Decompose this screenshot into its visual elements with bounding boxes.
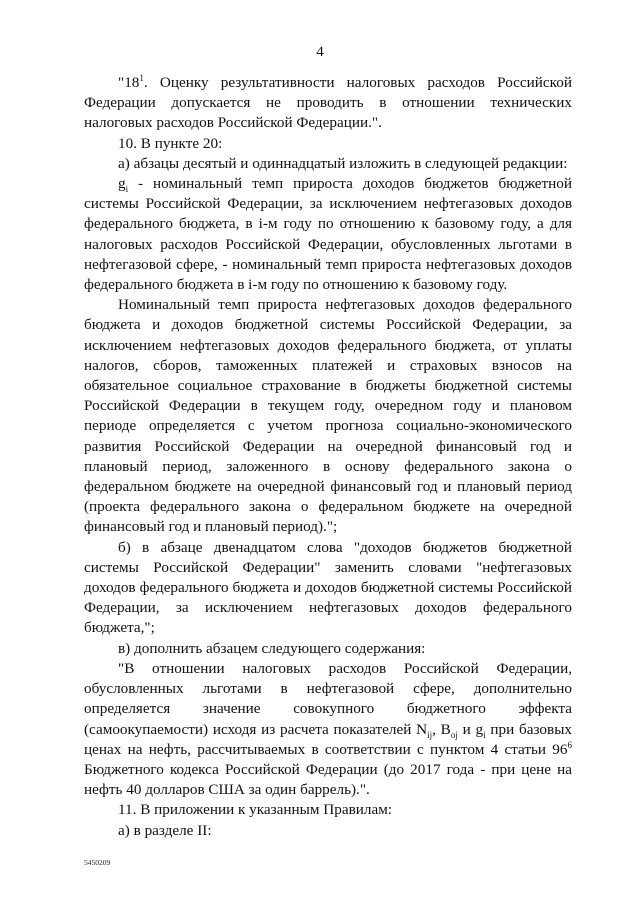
paragraph-subitem-a: а) абзацы десятый и одиннадцатый изложить в следующей редакции: <box>118 154 568 172</box>
document-code: 5450209 <box>84 858 111 867</box>
subscript: ij <box>427 729 433 740</box>
paragraph-subitem-b: б) в абзаце двенадцатом слова "доходов бюджетов бюджетной системы Российской Федерации" заменить словами "нефтегазовых доходов федерального бюджета и доходов бюджетной системы Российской Федерации, за исключением нефтегазовых доходов федерального бюджета,"; <box>84 538 572 637</box>
text-run: , B <box>432 720 451 738</box>
superscript: 6 <box>567 739 572 750</box>
paragraph-budget-effect <box>84 659 572 800</box>
subscript: i <box>483 729 486 740</box>
superscript: 1 <box>139 72 144 83</box>
text-run: и g <box>457 720 484 738</box>
text-run: g <box>118 175 126 193</box>
subscript: oj <box>450 729 458 740</box>
document-body <box>84 73 572 841</box>
page-number: 4 <box>316 44 324 60</box>
paragraph-gi-definition <box>84 174 572 295</box>
subscript: i <box>125 184 129 195</box>
paragraph-subitem-v: в) дополнить абзацем следующего содержания: <box>118 639 426 657</box>
text-run: Бюджетного кодекса Российской Федерации (до 2017 года - при цене на нефть 40 долларов США за один баррель).". <box>84 760 572 799</box>
text-run: "18 <box>118 74 140 91</box>
text-run: - номинальный темп прироста доходов бюджетов бюджетной системы Российской Федерации, за исключением нефтегазовых доходов федерального бюджета, в i-м году по отношению к базовому году, а для налоговых расходов Российской Федерации, обусловленных льготами в нефтегазовой сфере, - номинальный темп прироста нефтегазовых доходов федерального бюджета в i-м году по отношению к базовому году. <box>84 175 572 294</box>
paragraph-growth-rate: Номинальный темп прироста нефтегазовых доходов федерального бюджета и доходов бюджетной системы Российской Федерации, за исключением нефтегазовых доходов федерального бюджета, от уплаты налогов, сборов, таможенных платежей и страховых взносов на обязательное социальное страхование в бюджеты бюджетной системы Российской Федерации в текущем году, очередном году и плановом периоде определяется с учетом прогноза социально-экономического развития Российской Федерации на очередной финансовый год и плановый период, заложенного в основу федерального закона о федеральном бюджете на очередной финансовый год и плановый период (проекта федерального закона о федеральном бюджете на очередной финансовый год и плановый период)."; <box>84 296 572 536</box>
paragraph-section-ii: а) в разделе II: <box>118 821 212 839</box>
text-run: при базовых ценах на нефть, рассчитываемых в соответствии с пунктом 4 статьи 96 <box>84 720 572 758</box>
paragraph-item-10: 10. В пункте 20: <box>118 134 223 152</box>
paragraph-item-11: 11. В приложении к указанным Правилам: <box>118 801 393 819</box>
paragraph-18-1 <box>84 73 572 134</box>
text-run: . Оценку результативности налоговых расходов Российской Федерации допускается не проводить в отношении технических налоговых расходов Российской Федерации.". <box>84 74 572 132</box>
text-run: "В отношении налоговых расходов Российской Федерации, обусловленных льготами в нефтегазовой сфере, дополнительно определяется значение совокупного бюджетного эффекта (самоокупаемости) исходя из расчета показателей N <box>84 659 572 738</box>
